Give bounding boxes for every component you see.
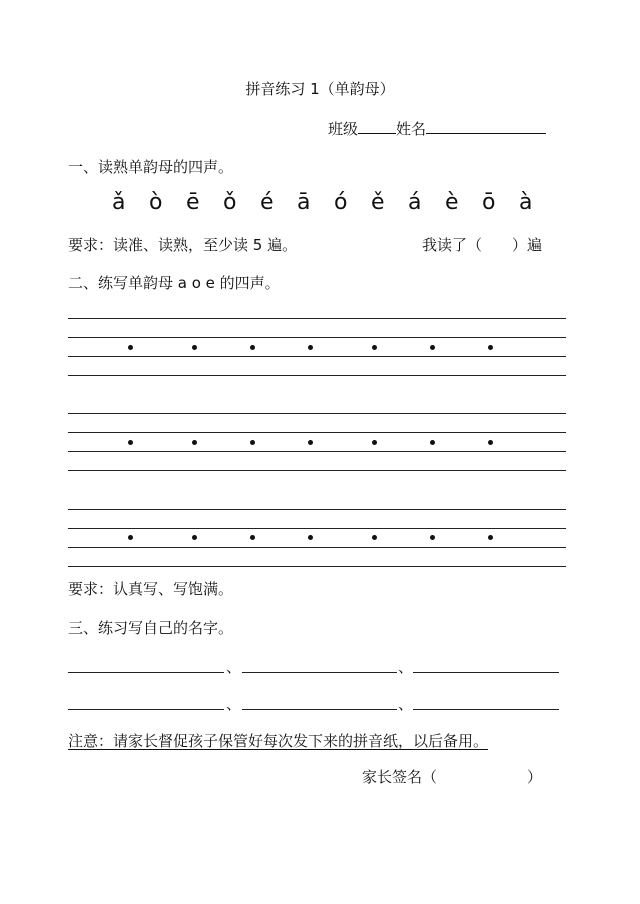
section3-heading: 三、练习写自己的名字。 (68, 619, 234, 637)
separator: 、 (398, 658, 414, 676)
read-count-field[interactable]: 我读了（ ）遍 (422, 236, 543, 254)
pinyin-item: á (408, 190, 422, 215)
guide-dot (128, 535, 133, 540)
pinyin-item: ǎ (112, 190, 126, 215)
class-name-line (328, 118, 546, 139)
guide-dot (308, 345, 313, 350)
guide-dot (430, 440, 435, 445)
name-write-line[interactable] (68, 709, 224, 710)
guide-dot (128, 345, 133, 350)
name-write-line[interactable] (68, 672, 224, 673)
grid-line (68, 413, 566, 414)
pinyin-item: ò (149, 190, 163, 215)
grid-line (68, 528, 566, 529)
guide-dot (372, 345, 377, 350)
name-write-line[interactable] (242, 672, 397, 673)
name-write-line[interactable] (413, 709, 559, 710)
pinyin-item: è (445, 190, 459, 215)
class-blank[interactable] (358, 119, 396, 134)
name-write-line[interactable] (242, 709, 397, 710)
pinyin-item: ě (371, 190, 385, 215)
section1-requirement: 要求：读准、读熟，至少读 5 遍。 (68, 236, 298, 254)
name-blank[interactable] (426, 119, 546, 134)
grid-line (68, 375, 566, 376)
guide-dot (250, 440, 255, 445)
guide-dot (308, 440, 313, 445)
name-write-line[interactable] (413, 672, 559, 673)
pinyin-item: ǒ (223, 190, 237, 215)
grid-line (68, 509, 566, 510)
pinyin-item: é (260, 190, 274, 215)
guide-dot (488, 345, 493, 350)
guide-dot (192, 440, 197, 445)
guide-dot (192, 535, 197, 540)
guide-dot (372, 440, 377, 445)
guide-dot (430, 535, 435, 540)
grid-line (68, 432, 566, 433)
section2-heading: 二、练写单韵母 a o e 的四声。 (68, 274, 280, 292)
section2-requirement: 要求：认真写、写饱满。 (68, 580, 234, 598)
grid-line (68, 566, 566, 567)
grid-line (68, 547, 566, 548)
grid-line (68, 356, 566, 357)
grid-line (68, 451, 566, 452)
grid-line (68, 318, 566, 319)
pinyin-item: ó (334, 190, 348, 215)
guide-dot (308, 535, 313, 540)
pinyin-row (112, 190, 556, 215)
pinyin-item: ē (186, 190, 200, 215)
guide-dot (488, 440, 493, 445)
section1-heading: 一、读熟单韵母的四声。 (68, 158, 234, 176)
page-title: 拼音练习 1（单韵母） (245, 80, 395, 98)
guide-dot (372, 535, 377, 540)
pinyin-item: ō (482, 190, 496, 215)
class-label: 班级 (328, 120, 359, 138)
grid-line (68, 337, 566, 338)
parent-note: 注意：请家长督促孩子保管好每次发下来的拼音纸，以后备用。 (68, 732, 489, 750)
pinyin-item: ā (297, 190, 311, 215)
guide-dot (430, 345, 435, 350)
name-label: 姓名 (396, 120, 427, 138)
guide-dot (250, 345, 255, 350)
separator: 、 (226, 695, 242, 713)
separator: 、 (398, 695, 414, 713)
guide-dot (250, 535, 255, 540)
guide-dot (192, 345, 197, 350)
separator: 、 (226, 658, 242, 676)
pinyin-item: à (519, 190, 533, 215)
guide-dot (488, 535, 493, 540)
parent-signature-field[interactable]: 家长签名（ ） (362, 768, 543, 786)
guide-dot (128, 440, 133, 445)
grid-line (68, 470, 566, 471)
